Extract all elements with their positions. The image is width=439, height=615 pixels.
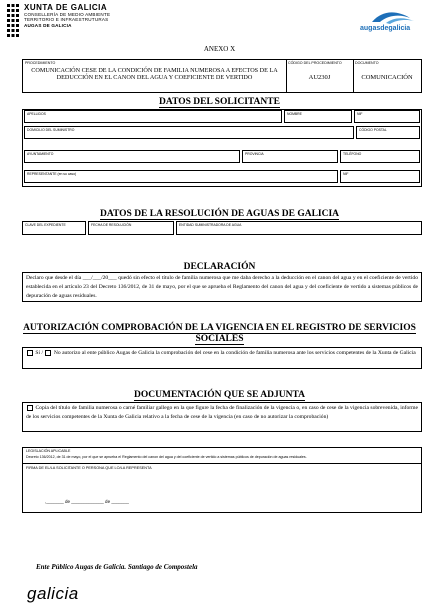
doc-label: DOCUMENTO: [355, 61, 379, 65]
autorizacion-title: AUTORIZACIÓN COMPROBACIÓN DE LA VIGENCIA EN EL REGISTRO DE SERVICIOS SOCIALES: [23, 323, 416, 344]
legislacion-firma-box: [22, 447, 422, 513]
declaracion-text: Declaro que desde el día ___/___/20___ quedó sin efecto el título de familia numerosa que me daba derecho a la deducción en el canon del agua y en el coeficiente de vertido establecida en el artículo 23 del Decreto 136/2012, de 31 de mayo, por el que se aprueba el Reglamento del canon del agua y del coeficiente de vertido a sistemas públicos de depuración de aguas residuales.: [26, 275, 418, 299]
representante-field[interactable]: REPRESENTANTE (en su caso): [24, 170, 338, 183]
documentacion-para: [26, 404, 418, 422]
ayuntamiento-field[interactable]: AYUNTAMIENTO: [24, 150, 240, 163]
doc-value: COMUNICACIÓN: [361, 74, 413, 81]
telefono-field[interactable]: TELÉFONO: [340, 150, 420, 163]
org-title: XUNTA DE GALICIA: [24, 3, 108, 12]
anexo-title: ANEXO X: [203, 45, 236, 53]
org-sub2: TERRITORIO E INFRAESTRUTURAS: [24, 17, 109, 23]
brand-label: augasdegalicia: [360, 25, 411, 32]
provincia-field[interactable]: PROVINCIA: [242, 150, 338, 163]
documentacion-text: Copia del título de familia numerosa o carné familiar gallego en la que figure la fecha de finalización de la vigencia o, en caso de cese de la vigencia sobrevenida, informe de los servicios competentes de la Xunta de Galicia relativo a la fecha de cese de la vigencia (en caso de no autorizar la comprobación): [26, 405, 418, 420]
resolucion-title: DATOS DE LA RESOLUCIÓN DE AGUAS DE GALICIA: [99, 209, 340, 219]
footer-ente: Ente Público Augas de Galicia. Santiago de Compostela: [36, 563, 198, 571]
codigo-postal-field[interactable]: CÓDIGO POSTAL: [356, 126, 420, 139]
nif-field[interactable]: NIF: [354, 110, 420, 123]
code-label: CÓDIGO DEL PROCEDIMIENTO: [288, 61, 342, 65]
autorizacion-para: [26, 349, 418, 358]
code-value: AU230J: [308, 74, 331, 81]
declaracion-box: [22, 272, 422, 302]
org-sub3: AUGAS DE GALICIA: [24, 22, 72, 28]
xunta-galicia-shield-icon: [6, 3, 20, 39]
declaracion-title: DECLARACIÓN: [183, 262, 256, 272]
org-sub1: CONSELLERÍA DE MEDIO AMBIENTE: [24, 12, 111, 18]
si-checkbox[interactable]: [27, 350, 33, 356]
procedure-box: [22, 59, 422, 93]
no-checkbox[interactable]: [45, 350, 51, 356]
augas-de-galicia-logo: [352, 8, 424, 38]
entidad-suministradora-field[interactable]: ENTIDAD SUMINISTRADORA DE AGUA: [176, 221, 422, 235]
wave-icon: [352, 8, 424, 26]
autorizacion-text: No autorizo al ente público Augas de Galicia la comprobación del cese en la condición de familia numerosa ante los servicios competentes de la Xunta de Galicia: [53, 350, 416, 356]
apellidos-field[interactable]: APELLIDOS: [24, 110, 282, 123]
documentacion-title: DOCUMENTACIÓN QUE SE ADJUNTA: [134, 390, 305, 400]
solicitante-title: DATOS DEL SOLICITANTE: [159, 97, 280, 107]
si-label: Sí /: [35, 350, 44, 356]
autorizacion-box: [22, 347, 422, 369]
header-organization: [24, 3, 110, 28]
domicilio-field[interactable]: DOMICILIO DEL SUMINISTRO: [24, 126, 354, 139]
firma-date-line[interactable]: ,_______ de _____________ de _______: [45, 499, 129, 504]
clave-expediente-field[interactable]: CLAVE DEL EXPEDIENTE: [22, 221, 86, 235]
nif-representante-field[interactable]: NIF: [340, 170, 420, 183]
documentacion-checkbox[interactable]: [27, 405, 33, 411]
footer-galicia-logo: galicia: [27, 584, 79, 603]
legislacion-label: LEGISLACIÓN APLICABLE: [26, 449, 71, 453]
documentacion-box: [22, 402, 422, 432]
legislacion-text: Decreto 136/2012, de 31 de mayo, por el que se aprueba el Reglamento del canon del agua y del coeficiente de vertido a sistemas públicos de depuración de aguas residuales.: [26, 455, 307, 459]
fecha-resolucion-field[interactable]: FECHA DE RESOLUCIÓN: [88, 221, 174, 235]
nombre-field[interactable]: NOMBRE: [284, 110, 352, 123]
firma-label: FIRMA DE EL/LA SOLICITANTE O PERSONA QUE LO/LA REPRESENTA: [26, 466, 152, 470]
proc-label: PROCEDIMIENTO: [25, 61, 56, 65]
proc-title: COMUNICACIÓN CESE DE LA CONDICIÓN DE FAMILIA NUMEROSA A EFECTOS DE LA DEDUCCIÓN EN EL CANON DEL AGUA Y COEFICIENTE DE VERTIDO: [31, 67, 278, 82]
